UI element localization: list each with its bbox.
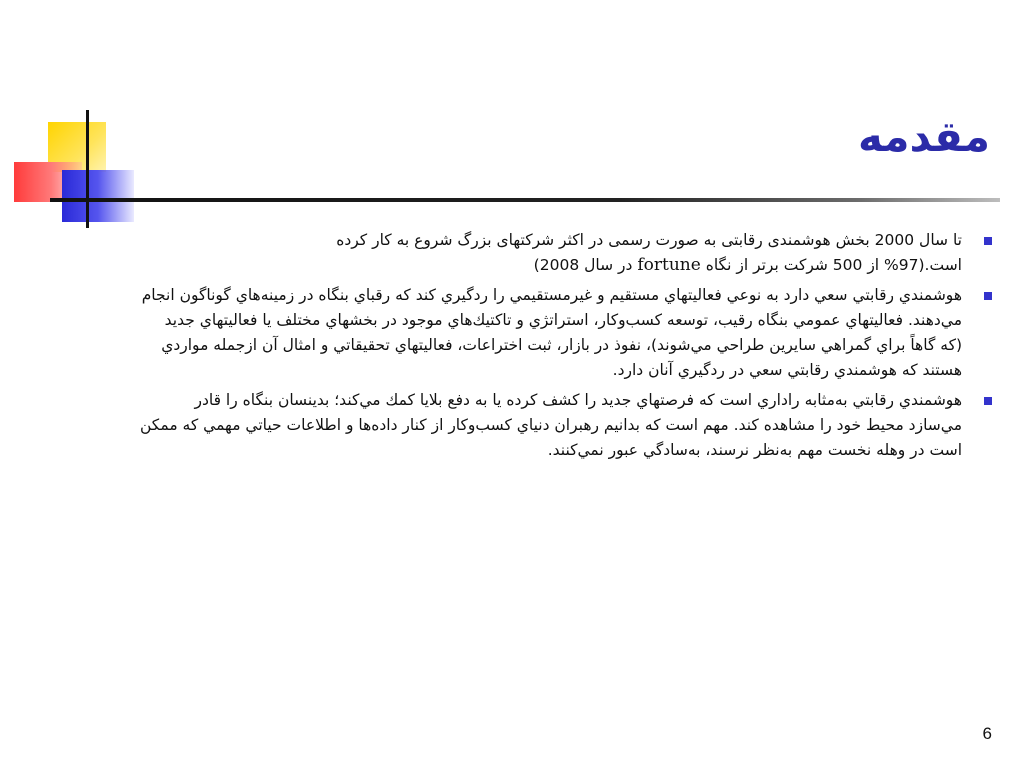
decor-vertical-line	[86, 110, 89, 228]
bullet-3-text: هوشمندي رقابتي به‌مثابه راداري است كه فرصتهاي جديد را كشف كرده يا به دفع بلايا كمك مي‌كند؛ بدينسان بنگاه را قادر مي‌سازد محيط خود را مشاهده كند. مهم است كه بدانيم رهبران دنياي كسب‌وكار از كنار داده‌ها و اطلاعات حياتي مهمي كه ممكن است در وهله نخست مهم به‌نظر نرسند، به‌سادگي عبور نمي‌كنند.	[140, 391, 962, 459]
slide-title: مقدمه	[858, 112, 990, 161]
bullet-1-line1: تا سال 2000 بخش هوشمندی رقابتی به صورت رسمی در اکثر شرکتهای بزرگ شروع به کار کرده	[336, 231, 962, 249]
bullet-square-icon	[984, 237, 992, 245]
bullet-square-icon	[984, 397, 992, 405]
bullet-1-fortune: fortune	[637, 255, 701, 275]
bullet-list	[140, 228, 962, 468]
bullet-1-line2-part2: در سال 2008)	[533, 256, 638, 274]
bullet-1-line2-part1: است.(97% از 500 شرکت برتر از نگاه	[700, 256, 962, 274]
page-number: 6	[982, 724, 992, 743]
bullet-item-3	[140, 388, 962, 463]
bullet-square-icon	[984, 292, 992, 300]
bullet-2-text: هوشمندي رقابتي سعي دارد به نوعي فعاليتهاي مستقيم و غيرمستقيمي را ردگيري كند كه رقباي بنگاه در زمينه‌هاي گوناگون انجام مي‌دهند. فعاليتهاي عمومي بنگاه رقيب، توسعه كسب‌وكار، استراتژي و تاكتيك‌هاي موجود در بخشهاي مختلف يا فعاليتهاي جديد (كه گاهاً براي گمراهي سايرين طراحي مي‌شوند)، نفوذ در بازار، ثبت اختراعات، فعاليتهاي تحقيقاتي و امثال آن ازجمله مواردي هستند كه هوشمندي رقابتي سعي در ردگيري آنان دارد.	[141, 286, 962, 379]
bullet-item-1	[140, 228, 962, 278]
bullet-item-2	[140, 283, 962, 383]
title-underline	[50, 198, 1000, 202]
decor-blue-square	[62, 170, 134, 222]
